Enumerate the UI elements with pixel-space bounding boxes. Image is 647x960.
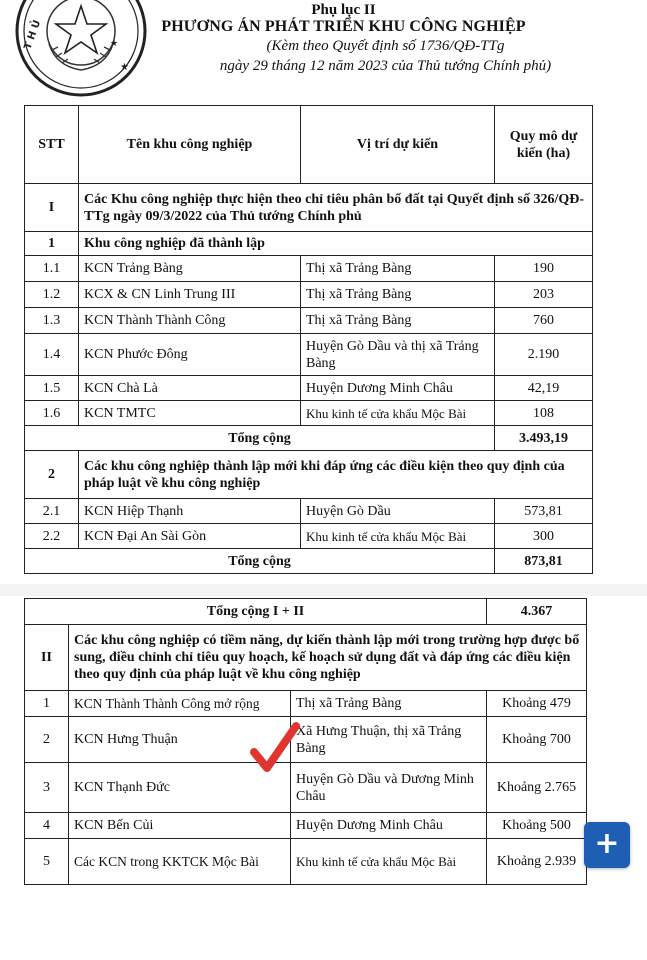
table-row	[25, 499, 593, 524]
table-row	[25, 401, 593, 426]
row-scale: Khoảng 2.765	[487, 763, 587, 813]
section-i-text: Các Khu công nghiệp thực hiện theo chỉ tiêu phân bổ đất tại Quyết định số 326/QĐ-TTg ngày 09/3/2022 của Thủ tướng Chính phủ	[79, 184, 593, 232]
row-scale: 108	[495, 401, 593, 426]
row-name: KCN Chà Là	[79, 376, 301, 401]
row-name: KCN Thành Thành Công	[79, 308, 301, 334]
row-name: KCN Hưng Thuận	[69, 717, 291, 763]
row-stt: 1	[25, 691, 69, 717]
group2-total-value: 873,81	[495, 549, 593, 574]
row-scale: Khoảng 479	[487, 691, 587, 717]
table-row	[25, 334, 593, 376]
row-name: KCN Thành Thành Công mở rộng	[69, 691, 291, 717]
table-row	[25, 256, 593, 282]
row-location: Huyện Gò Dầu và Dương Minh Châu	[291, 763, 487, 813]
document-title: PHƯƠNG ÁN PHÁT TRIỂN KHU CÔNG NGHIỆP	[161, 18, 526, 35]
row-stt: 2.1	[25, 499, 79, 524]
row-scale: Khoảng 500	[487, 813, 587, 839]
row-location: Huyện Gò Dầu và thị xã Trảng Bàng	[301, 334, 495, 376]
section-i-stt: I	[25, 184, 79, 232]
group2-total-row	[25, 549, 593, 574]
row-location: Huyện Gò Dầu	[301, 499, 495, 524]
row-location: Huyện Dương Minh Châu	[301, 376, 495, 401]
row-scale: 42,19	[495, 376, 593, 401]
table-row	[25, 691, 587, 717]
group2-total-label: Tổng cộng	[25, 549, 495, 574]
table-row	[25, 763, 587, 813]
row-location: Khu kinh tế cửa khẩu Mộc Bài	[301, 401, 495, 426]
row-stt: 4	[25, 813, 69, 839]
row-stt: 1.1	[25, 256, 79, 282]
row-name: KCN Đại An Sài Gòn	[79, 524, 301, 549]
decision-date: ngày 29 tháng 12 năm 2023 của Thủ tướng Chính phủ)	[219, 58, 552, 74]
table-row	[25, 839, 587, 885]
row-scale: 760	[495, 308, 593, 334]
row-scale: Khoảng 700	[487, 717, 587, 763]
row-stt: 2	[25, 717, 69, 763]
table-row	[25, 376, 593, 401]
row-location: Thị xã Trảng Bàng	[291, 691, 487, 717]
decision-reference: (Kèm theo Quyết định số 1736/QĐ-TTg	[266, 38, 505, 54]
col-scale-header: Quy mô dự kiến (ha)	[495, 106, 593, 184]
group1-total-value: 3.493,19	[495, 426, 593, 451]
row-name: KCN Thạnh Đức	[69, 763, 291, 813]
table-row	[25, 308, 593, 334]
group1-total-row	[25, 426, 593, 451]
grand-total-value: 4.367	[487, 599, 587, 625]
row-stt: 1.4	[25, 334, 79, 376]
row-scale: 573,81	[495, 499, 593, 524]
table-row	[25, 282, 593, 308]
row-scale: 190	[495, 256, 593, 282]
col-stt-header: STT	[25, 106, 79, 184]
group2-text: Các khu công nghiệp thành lập mới khi đáp ứng các điều kiện theo quy định của pháp luật về khu công nghiệp	[79, 451, 593, 499]
row-stt: 1.2	[25, 282, 79, 308]
row-scale: Khoảng 2.939	[487, 839, 587, 885]
row-name: Các KCN trong KKTCK Mộc Bài	[69, 839, 291, 885]
svg-text:★: ★	[110, 39, 119, 49]
row-location: Thị xã Trảng Bàng	[301, 308, 495, 334]
grand-total-row	[25, 599, 587, 625]
row-stt: 1.3	[25, 308, 79, 334]
red-check-mark-icon	[250, 722, 300, 774]
industrial-zones-table-part1	[24, 105, 593, 574]
row-name: KCN TMTC	[79, 401, 301, 426]
table-row	[25, 813, 587, 839]
page-break	[0, 584, 647, 596]
table-row	[25, 524, 593, 549]
svg-text:★: ★	[120, 62, 129, 73]
row-scale: 300	[495, 524, 593, 549]
table-row	[25, 717, 587, 763]
grand-total-label: Tổng cộng I + II	[25, 599, 487, 625]
row-stt: 1.6	[25, 401, 79, 426]
row-scale: 203	[495, 282, 593, 308]
row-scale: 2.190	[495, 334, 593, 376]
row-name: KCN Hiệp Thạnh	[79, 499, 301, 524]
row-location: Khu kinh tế cửa khẩu Mộc Bài	[291, 839, 487, 885]
table-header-row	[25, 106, 593, 184]
row-stt: 5	[25, 839, 69, 885]
row-stt: 1.5	[25, 376, 79, 401]
group1-total-label: Tổng cộng	[25, 426, 495, 451]
row-stt: 3	[25, 763, 69, 813]
section-i-row	[25, 184, 593, 232]
row-name: KCN Bến Củi	[69, 813, 291, 839]
row-location: Huyện Dương Minh Châu	[291, 813, 487, 839]
plus-icon: +	[594, 826, 620, 861]
row-location: Xã Hưng Thuận, thị xã Trảng Bàng	[291, 717, 487, 763]
row-location: Thị xã Trảng Bàng	[301, 256, 495, 282]
col-location-header: Vị trí dự kiến	[301, 106, 495, 184]
row-location: Thị xã Trảng Bàng	[301, 282, 495, 308]
section-ii-text: Các khu công nghiệp có tiềm năng, dự kiến thành lập mới trong trường hợp được bổ sung, điều chỉnh chỉ tiêu quy hoạch, kế hoạch sử dụng đất và đáp ứng các điều kiện theo quy định của pháp luật về khu công nghiệp	[69, 625, 587, 691]
row-location: Khu kinh tế cửa khẩu Mộc Bài	[301, 524, 495, 549]
add-button[interactable]	[584, 822, 630, 868]
row-name: KCN Phước Đông	[79, 334, 301, 376]
section-ii-stt: II	[25, 625, 69, 691]
row-name: KCX & CN Linh Trung III	[79, 282, 301, 308]
row-name: KCN Trảng Bàng	[79, 256, 301, 282]
industrial-zones-table-part2	[24, 598, 587, 885]
section-ii-row	[25, 625, 587, 691]
svg-text:T H Ủ: T H Ủ	[22, 18, 44, 52]
row-stt: 2.2	[25, 524, 79, 549]
group1-stt: 1	[25, 232, 79, 256]
group2-row	[25, 451, 593, 499]
group2-stt: 2	[25, 451, 79, 499]
appendix-label: Phụ lục II	[311, 2, 376, 18]
col-name-header: Tên khu công nghiệp	[79, 106, 301, 184]
group1-text: Khu công nghiệp đã thành lập	[79, 232, 593, 256]
group1-row	[25, 232, 593, 256]
